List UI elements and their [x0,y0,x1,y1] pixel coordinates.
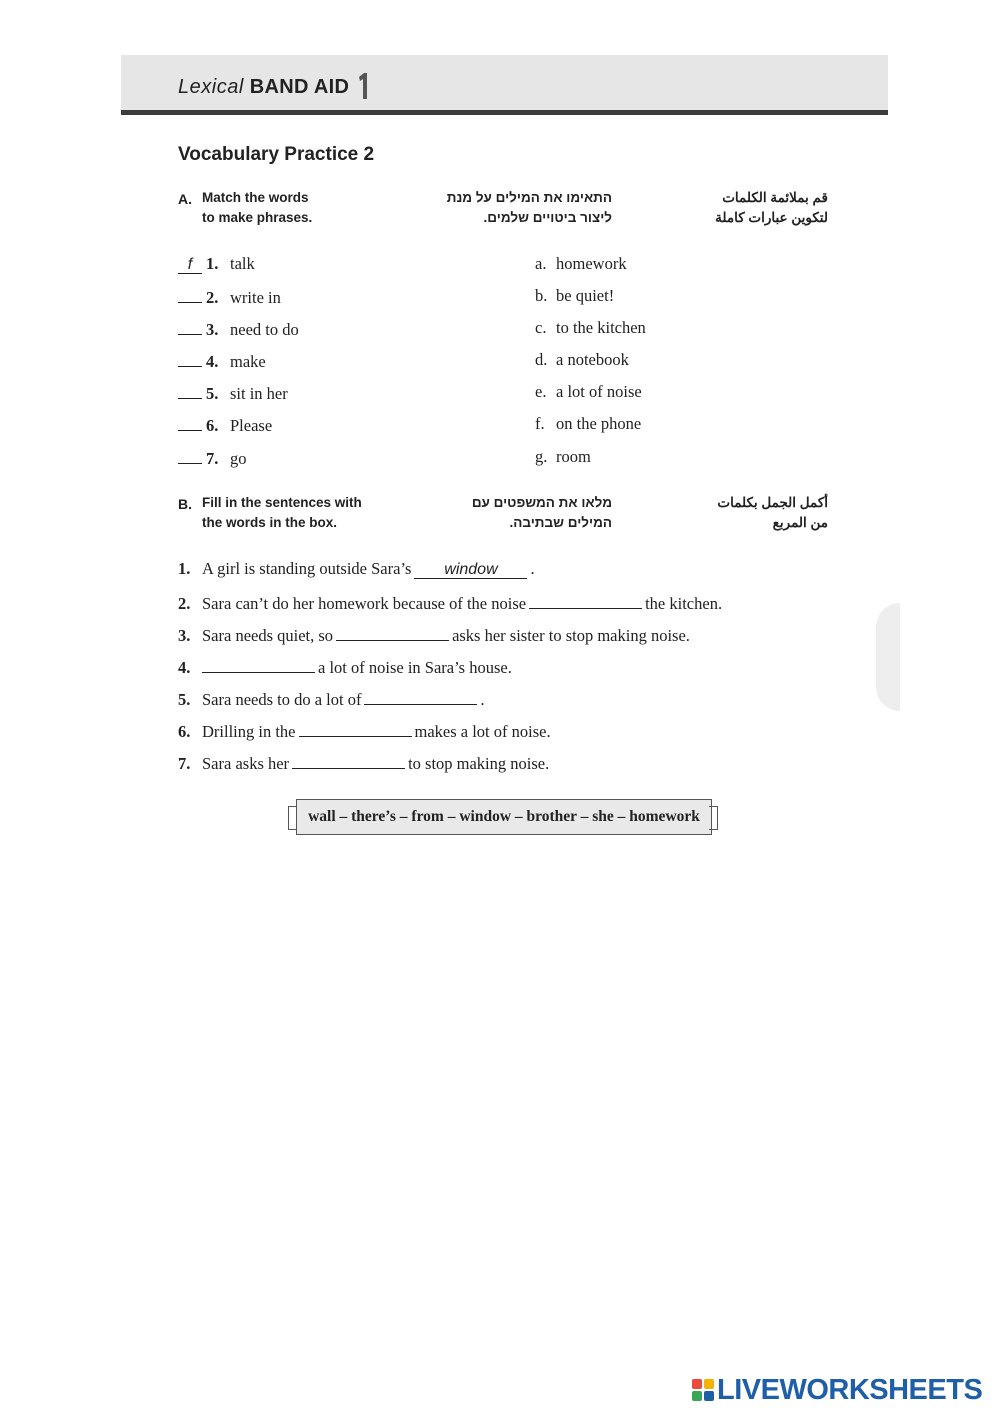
page-side-tab [876,603,900,711]
match-item [178,382,288,406]
match-word: make [230,352,266,371]
section-b-letter: B. [178,496,192,512]
logo-grid-icon [692,1379,714,1401]
sentence-item: 7. Sara asks her to stop making noise. [178,751,549,775]
match-item [178,447,247,471]
match-word: sit in her [230,384,288,403]
match-number: 3. [206,320,219,339]
section-b-instruction-ar: أكمل الجمل بكلمات من المربع [717,495,828,530]
match-word: Please [230,416,273,435]
match-answer-field[interactable] [178,382,202,399]
section-b-instruction-he: מלאו את המשפטים עם המילים שבתיבה. [471,495,612,530]
section-a-instruction-he: התאימו את המילים על מנת ליצור ביטויים שלמים. [446,190,612,225]
word-box: wall – there’s – from – window – brother – she – homework [296,799,712,835]
brand-band-aid: BAND AID [249,75,350,98]
sentence-answer-field[interactable] [529,591,642,609]
sentence-item: 6. Drilling in the makes a lot of noise. [178,719,551,743]
match-option: c. to the kitchen [535,318,646,337]
match-option: d. a notebook [535,350,629,369]
match-answer-field[interactable] [178,286,202,303]
brand-logo [178,72,369,102]
section-b-instruction-en: Fill in the sentences with the words in the box. [202,495,362,530]
brand-lexical: Lexical [178,75,244,98]
page-title: Vocabulary Practice 2 [178,144,375,165]
match-option: f. on the phone [535,414,642,433]
match-number: 5. [206,384,219,403]
match-answer-field[interactable] [178,318,202,335]
sentence-answer-field[interactable] [202,655,315,673]
match-number: 6. [206,416,219,435]
match-number: 2. [206,288,219,307]
section-a-letter: A. [178,191,192,207]
match-option: b. be quiet! [535,286,615,305]
match-answer-field[interactable] [178,447,202,464]
logo-square-red [692,1379,702,1389]
match-item [178,350,266,374]
match-word: need to do [230,320,299,339]
match-number: 1. [206,254,219,273]
match-answer-field[interactable] [178,350,202,367]
match-item [178,318,299,342]
match-number: 7. [206,449,219,468]
match-number: 4. [206,352,219,371]
sentence-answer-field[interactable]: window [414,561,527,579]
liveworksheets-logo [692,1375,982,1405]
logo-square-blue [704,1391,714,1401]
match-word: go [230,449,247,468]
sentence-answer-field[interactable] [292,751,405,769]
level-number-icon [357,71,369,101]
sentence-item: 3. Sara needs quiet, so asks her sister to stop making noise. [178,623,690,647]
match-word: write in [230,288,281,307]
sentence-item: 5. Sara needs to do a lot of . [178,687,485,711]
match-answer-field[interactable] [178,414,202,431]
sentence-answer-field[interactable] [299,719,412,737]
header-rule [121,110,888,115]
sentence-item: 2. Sara can’t do her homework because of the noise the kitchen. [178,591,722,615]
match-item [178,286,281,310]
word-box-right-bracket [709,806,718,830]
match-option: a. homework [535,254,627,273]
match-item [178,414,272,438]
section-a-instruction-ar: قم بملائمة الكلمات لتكوين عبارات كاملة [715,190,828,225]
match-option: e. a lot of noise [535,382,642,401]
logo-square-green [692,1391,702,1401]
logo-square-yellow [704,1379,714,1389]
match-item [178,254,255,278]
sentence-item: 4. a lot of noise in Sara’s house. [178,655,512,679]
sentence-answer-field[interactable] [364,687,477,705]
sentence-item: 1. A girl is standing outside Sara’s window . [178,559,535,578]
match-answer-field[interactable]: f [178,257,202,274]
match-word: talk [230,254,255,273]
logo-text: LIVEWORKSHEETS [717,1373,983,1406]
sentence-answer-field[interactable] [336,623,449,641]
match-option: g. room [535,447,591,466]
section-a-instruction-en: Match the words to make phrases. [202,190,313,225]
